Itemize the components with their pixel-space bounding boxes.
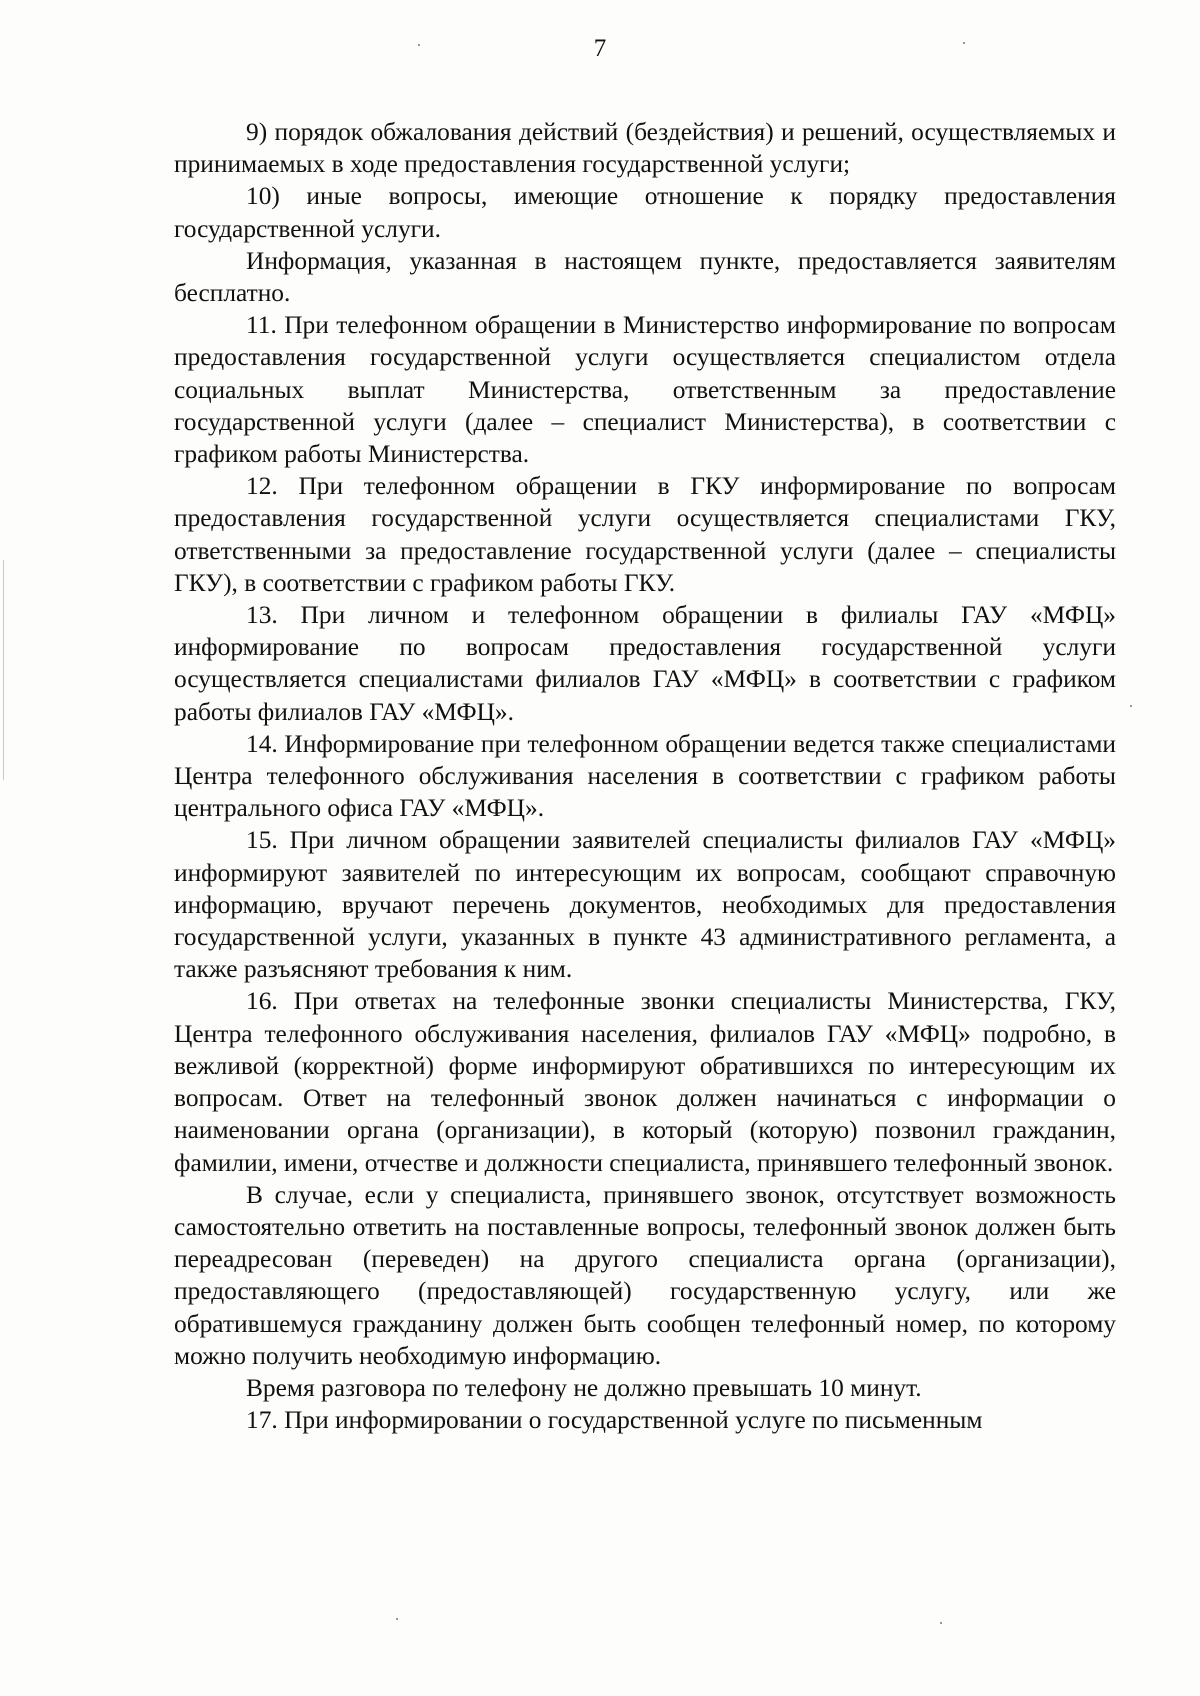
scan-edge-line (3, 560, 4, 780)
paragraph-call-duration: Время разговора по телефону не должно превышать 10 минут. (246, 1373, 922, 1402)
paragraph-clause-12: 12. При телефонном обращении в ГКУ информирование по вопросам предоставления государственной услуги осуществляется специалистами ГКУ, ответственными за предоставление государственной услуги (далее – специалисты ГКУ), в соответствии с графиком работы ГКУ. (174, 472, 1116, 597)
page-number: 7 (593, 35, 607, 62)
paragraph-item-10: 10) иные вопросы, имеющие отношение к порядку предоставления государственной услуги. (174, 182, 1116, 243)
paragraph-redirect-call: В случае, если у специалиста, принявшего звонок, отсутствует возможность самостоятельно ответить на поставленные вопросы, телефонный звонок должен быть переадресован (переведен) на другого специалиста органа (организации), предоставляющего (предоставляющей) государственную услугу, или же обратившемуся гражданину должен быть сообщен телефонный номер, по которому можно получить необходимую информацию. (174, 1180, 1116, 1370)
paragraph-item-9: 9) порядок обжалования действий (бездействия) и решений, осуществляемых и принимаемых в ходе предоставления государственной услуги; (174, 118, 1116, 179)
paragraph-clause-15: 15. При личном обращении заявителей специалисты филиалов ГАУ «МФЦ» информируют заявителей по интересующим их вопросам, сообщают справочную информацию, вручают перечень документов, необходимых для предоставления государственной услуги, указанных в пункте 43 административного регламента, а также разъясняют требования к ним. (174, 826, 1116, 984)
paragraph-clause-16: 16. При ответах на телефонные звонки специалисты Министерства, ГКУ, Центра телефонного обслуживания населения, филиалов ГАУ «МФЦ» подробно, в вежливой (корректной) форме информируют обратившихся по интересующим их вопросам. Ответ на телефонный звонок должен начинаться с информации о наименовании органа (организации), в который (которую) позвонил гражданин, фамилии, имени, отчестве и должности специалиста, принявшего телефонный звонок. (174, 987, 1116, 1177)
scan-speck (1130, 705, 1132, 707)
scan-speck (396, 1618, 398, 1620)
paragraph-info-free: Информация, указанная в настоящем пункте, предоставляется заявителям бесплатно. (174, 246, 1116, 308)
scan-speck (940, 1622, 942, 1624)
paragraph-clause-13: 13. При личном и телефонном обращении в филиалы ГАУ «МФЦ» информирование по вопросам предоставления государственной услуги осуществляется специалистами филиалов ГАУ «МФЦ» в соответствии с графиком работы филиалов ГАУ «МФЦ». (174, 601, 1116, 726)
paragraph-clause-11: 11. При телефонном обращении в Министерство информирование по вопросам предоставления государственной услуги осуществляется специалистом отдела социальных выплат Министерства, ответственным за предоставление государственной услуги (далее – специалист Министерства), в соответствии с графиком работы Министерства. (174, 311, 1116, 469)
document-body (174, 116, 1116, 1436)
paragraph-clause-14: 14. Информирование при телефонном обращении ведется также специалистами Центра телефонного обслуживания населения в соответствии с графиком работы центрального офиса ГАУ «МФЦ». (174, 729, 1116, 823)
paragraph-clause-17: 17. При информировании о государственной услуге по письменным (246, 1406, 983, 1435)
